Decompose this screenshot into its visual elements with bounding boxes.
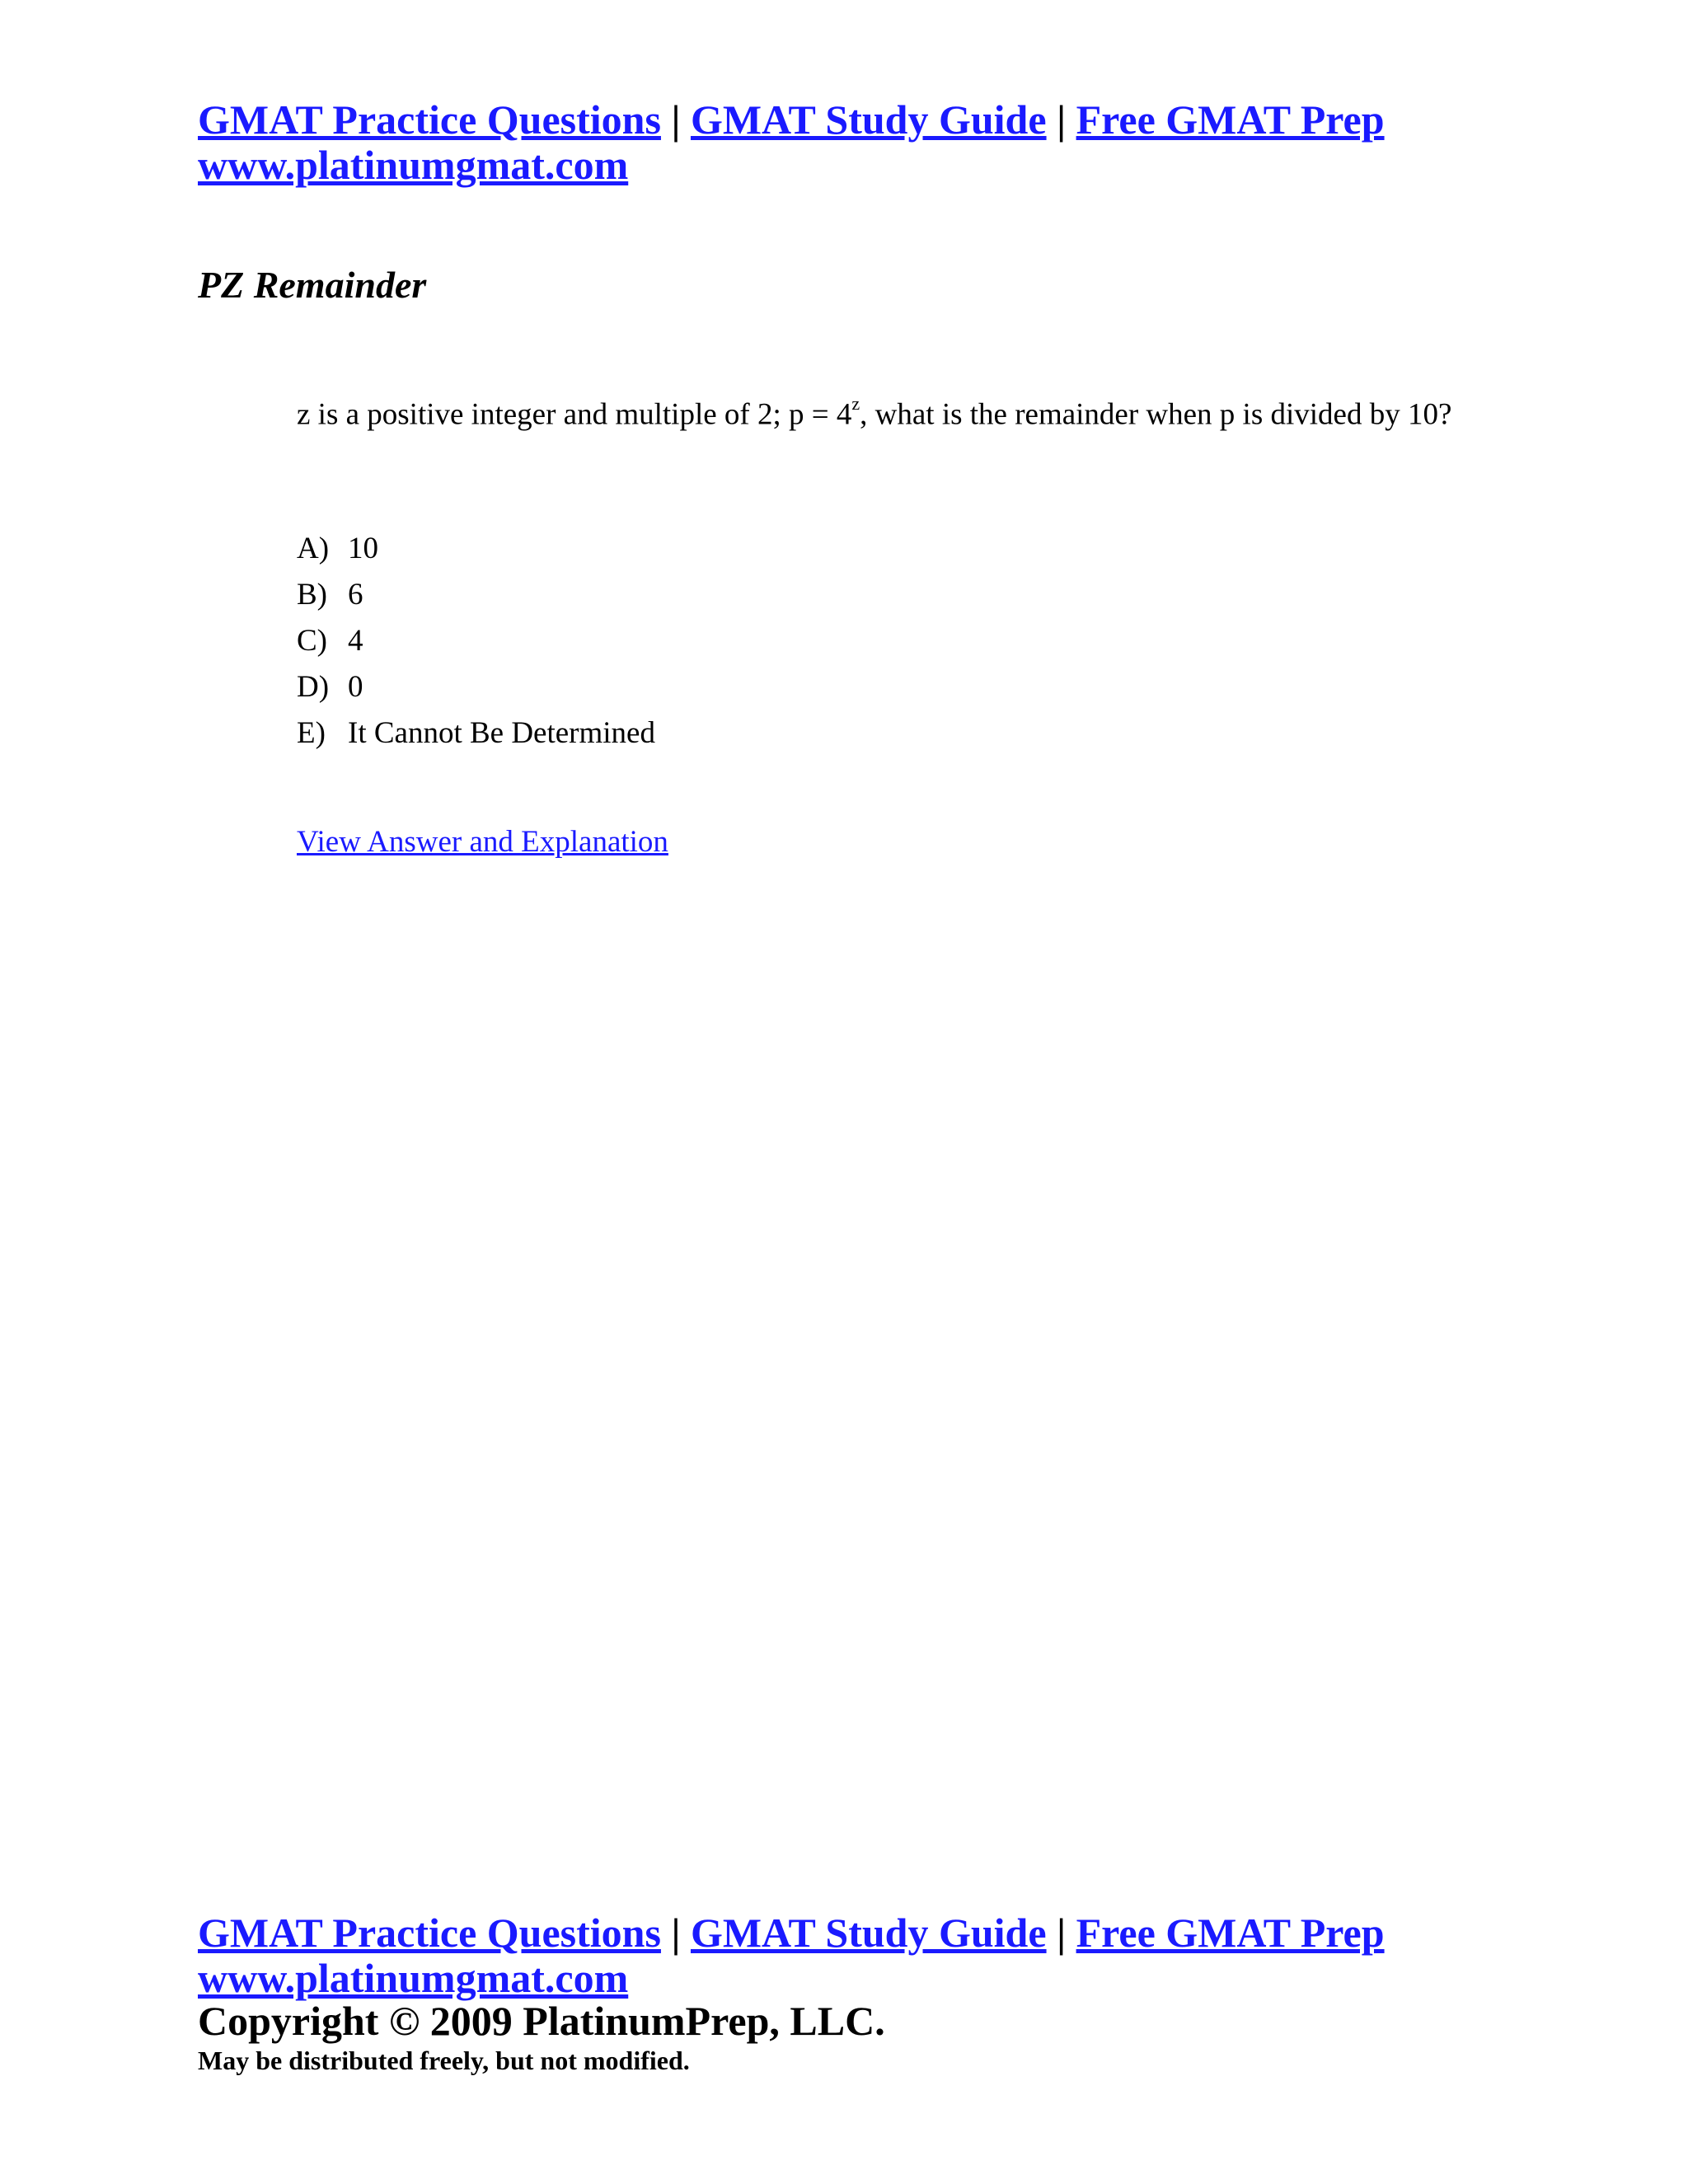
page-title: PZ Remainder <box>198 264 427 306</box>
footer-separator: | <box>1046 1910 1076 1956</box>
footer-link-free-prep[interactable]: Free GMAT Prep <box>1076 1910 1385 1956</box>
footer-website-row <box>198 1956 1385 2001</box>
choice-c <box>297 621 655 668</box>
header-link-website[interactable]: www.platinumgmat.com <box>198 142 629 188</box>
header-link-practice-questions[interactable]: GMAT Practice Questions <box>198 96 661 143</box>
footer-separator: | <box>660 1910 691 1956</box>
header-website-row <box>198 143 1385 188</box>
header-separator: | <box>660 96 691 143</box>
choice-text: It Cannot Be Determined <box>348 716 655 750</box>
view-answer-link[interactable]: View Answer and Explanation <box>297 825 668 859</box>
choice-letter: A) <box>297 532 330 565</box>
question-prefix: z is a positive integer and multiple of 2; p = 4 <box>297 397 852 432</box>
footer-nav-row <box>198 1910 1385 1956</box>
choice-letter: C) <box>297 624 327 658</box>
choice-text: 0 <box>348 670 363 704</box>
question-exponent: z <box>851 393 860 414</box>
choice-letter: D) <box>297 670 330 704</box>
choice-e <box>297 714 655 760</box>
copyright-notice: Copyright © 2009 PlatinumPrep, LLC. <box>198 1998 885 2044</box>
header-link-study-guide[interactable]: GMAT Study Guide <box>690 96 1047 143</box>
footer-links <box>198 1910 1385 2001</box>
choice-d <box>297 668 655 714</box>
header-nav-row <box>198 97 1385 143</box>
question-suffix: , what is the remainder when p is divided by 10? <box>860 397 1452 432</box>
distribution-notice: May be distributed freely, but not modified. <box>198 2046 690 2075</box>
choice-b <box>297 575 655 621</box>
header-separator: | <box>1046 96 1076 143</box>
answer-choices <box>297 529 655 760</box>
footer-link-practice-questions[interactable]: GMAT Practice Questions <box>198 1910 661 1956</box>
header-link-free-prep[interactable]: Free GMAT Prep <box>1076 96 1385 143</box>
header-links <box>198 97 1385 188</box>
choice-letter: E) <box>297 716 326 750</box>
choice-text: 10 <box>348 532 378 565</box>
choice-letter: B) <box>297 578 327 612</box>
footer-link-study-guide[interactable]: GMAT Study Guide <box>690 1910 1047 1956</box>
choice-a <box>297 529 655 575</box>
question-text <box>297 387 1451 434</box>
choice-text: 6 <box>348 578 363 612</box>
footer-link-website[interactable]: www.platinumgmat.com <box>198 1955 629 2001</box>
choice-text: 4 <box>348 624 363 658</box>
